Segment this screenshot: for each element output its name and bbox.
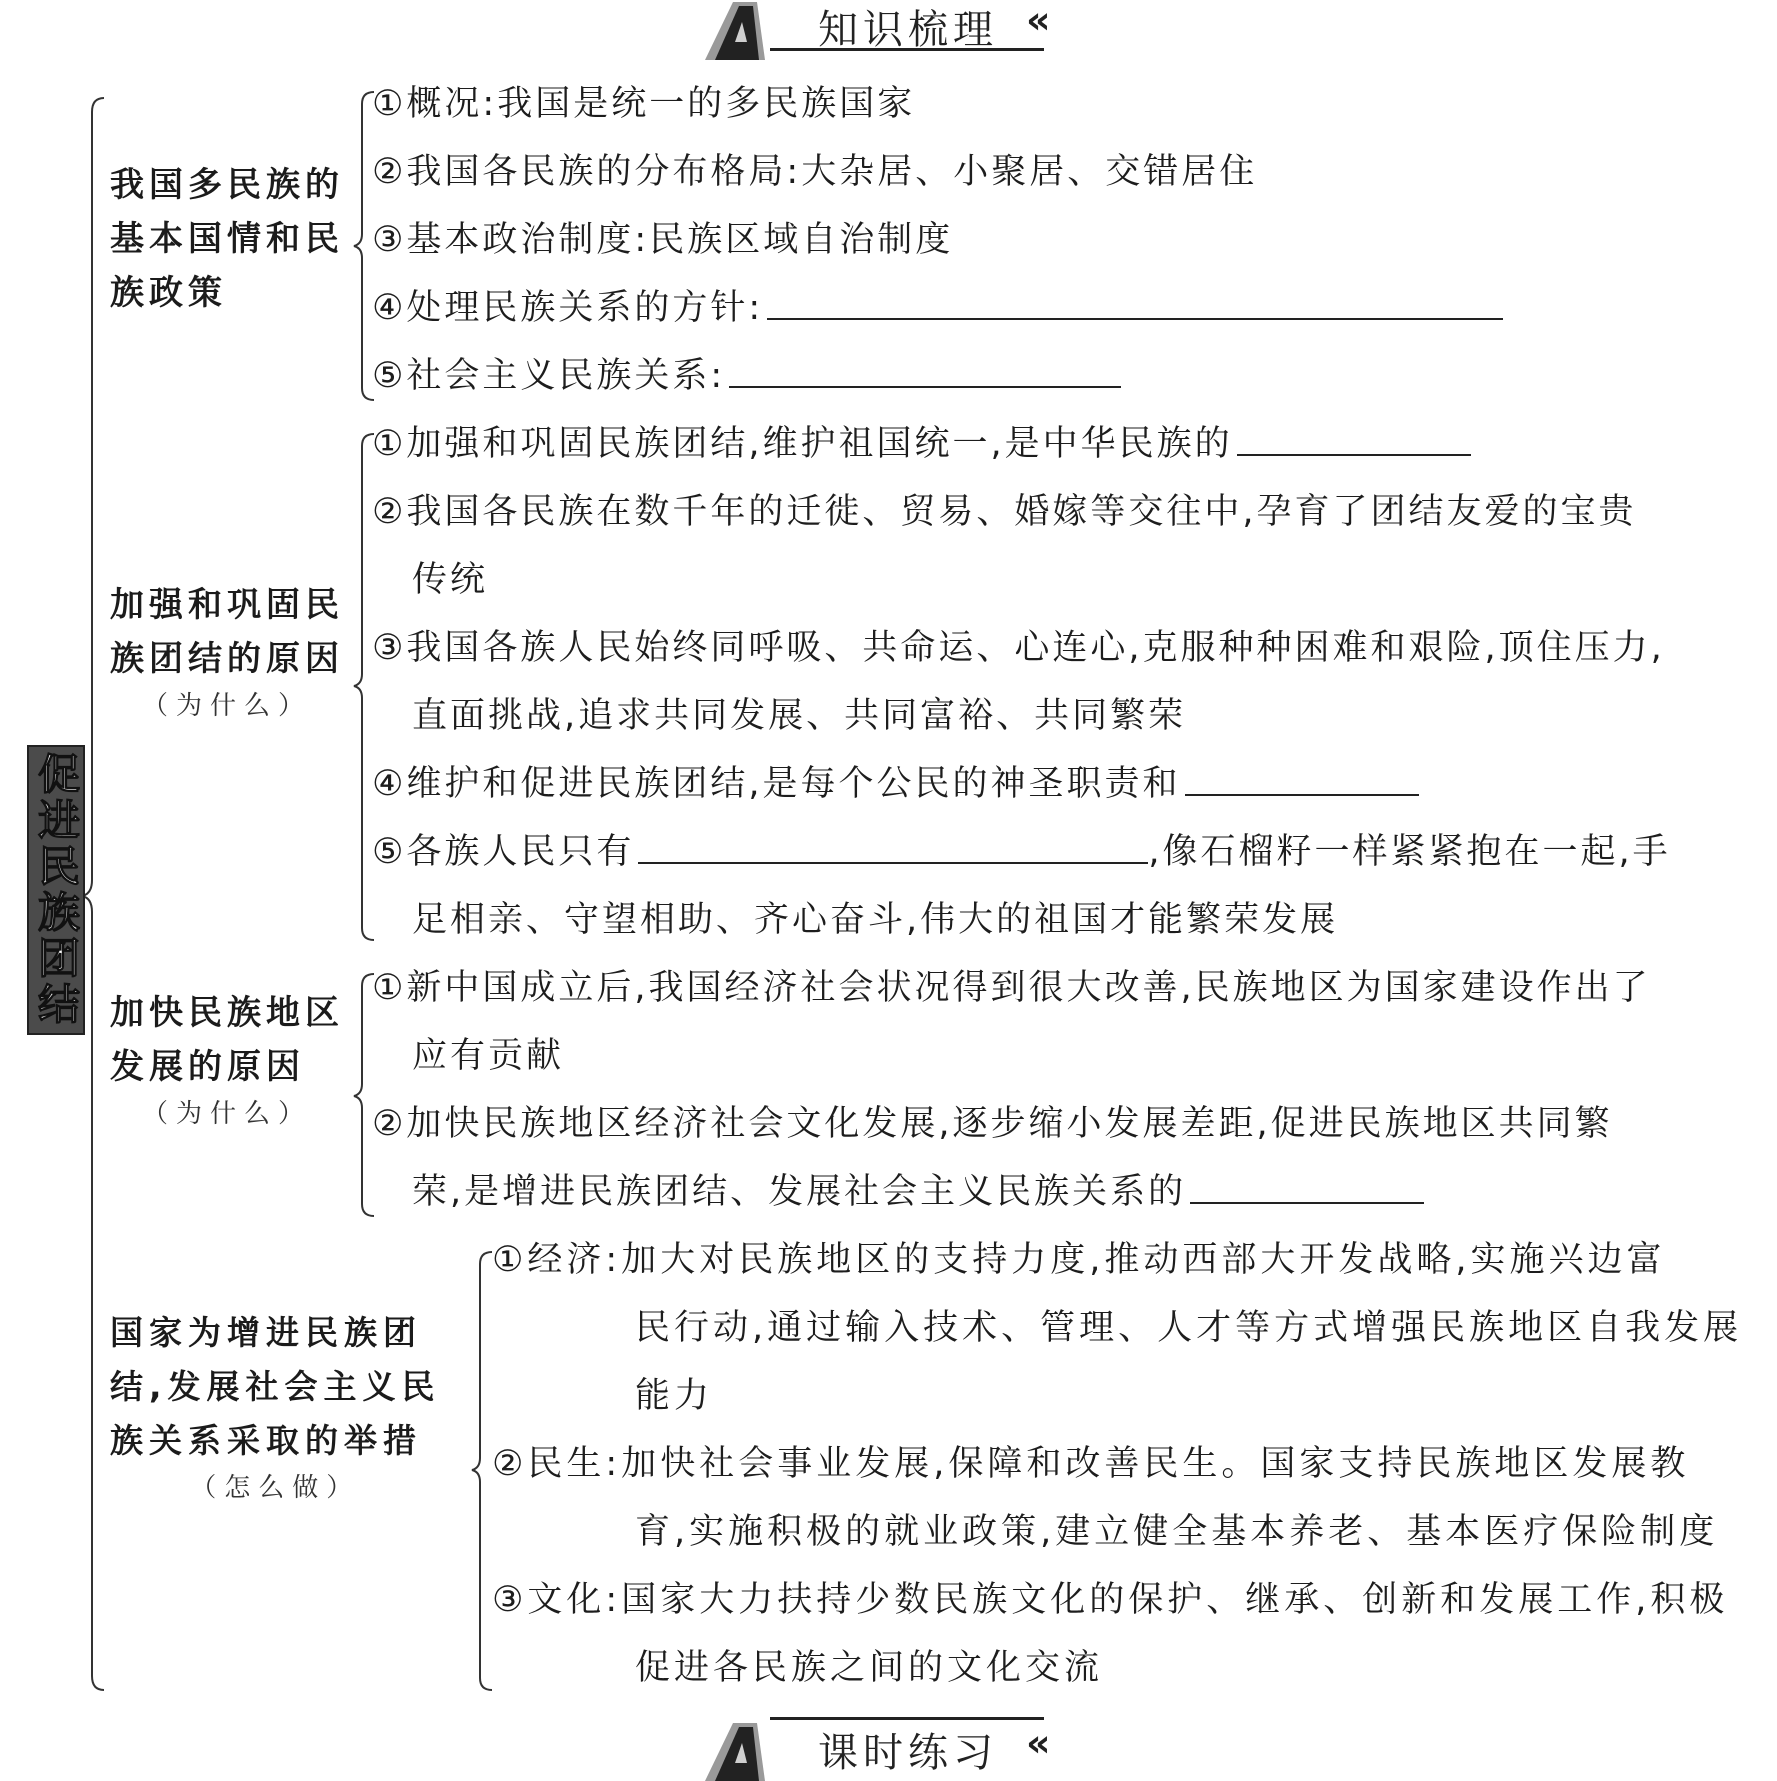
item-text-continued: 能力 [635,1376,714,1416]
list-item [372,478,1637,614]
item-text-continued: 直面挑战,追求共同发展、共同富裕、共同繁荣 [412,696,1187,736]
section-3-title [110,986,344,1134]
item-text: 维护和促进民族团结,是每个公民的神圣职责和 [406,764,1181,804]
item-separator: : [482,84,498,124]
item-text-continued: 民行动,通过输入技术、管理、人才等方式增强民族地区自我发展 [635,1308,1743,1348]
section-title-line: 国家为增进民族团 [110,1313,422,1352]
section-title: 课时练习 [818,1730,998,1776]
item-number: ① [372,424,407,464]
item-text: 各族人民只有 [406,832,635,872]
item-text-continued: 育,实施积极的就业政策,建立健全基本养老、基本医疗保险制度 [635,1512,1719,1552]
item-number: ① [372,84,407,124]
section-title-line: 加强和巩固民 [110,585,344,625]
item-text: 我国各民族在数千年的迁徙、贸易、婚嫁等交往中,孕育了团结友爱的宝贵 [406,492,1637,532]
chevron-left-icon: « [1026,1721,1051,1765]
chevron-left-icon: « [1026,0,1051,42]
item-number: ⑤ [372,356,407,396]
fill-in-blank[interactable] [1185,750,1419,796]
letter-a-badge-icon [695,1721,787,1781]
item-separator: : [605,1240,622,1280]
item-text: 民族区域自治制度 [649,220,954,260]
item-separator: : [710,356,726,396]
list-item [372,206,953,274]
letter-a-badge-icon [695,0,787,60]
section-1-title [110,158,344,320]
item-number: ③ [492,1580,528,1620]
item-separator: : [786,152,802,192]
section-title-line: 族团结的原因 [110,639,344,679]
section-title-line: 基本国情和民 [110,219,344,259]
item-text: 国家大力扶持少数民族文化的保护、继承、创新和发展工作,积极 [621,1580,1729,1620]
root-topic-box [27,745,85,1035]
header-knowledge-review [0,0,1777,64]
header-rule [770,1717,1044,1720]
list-item [372,70,915,138]
item-label: 我国各民族的分布格局 [406,152,787,192]
item-label: 概况 [406,84,483,124]
item-label: 经济 [527,1240,606,1280]
list-item [372,954,1651,1090]
list-item [372,614,1665,750]
list-item [492,1430,1718,1566]
list-item [372,138,1257,206]
item-separator: : [605,1444,622,1484]
item-text-continued: 传统 [412,560,489,600]
item-number: ① [492,1240,528,1280]
item-label: 文化 [527,1580,606,1620]
item-text-continued: 促进各民族之间的文化交流 [635,1648,1104,1688]
item-text-continued: 足相亲、守望相助、齐心奋斗,伟大的祖国才能繁荣发展 [412,900,1339,940]
item-text: 我国各族人民始终同呼吸、共命运、心连心,克服种种困难和艰险,顶住压力, [406,628,1665,668]
section-4-bracket [470,1250,494,1694]
item-text-continued: 应有贡献 [412,1036,565,1076]
section-subtitle: （为什么） [141,1099,312,1129]
item-text: ,像石榴籽一样紧紧抱在一起,手 [1148,832,1671,872]
item-number: ② [372,492,407,532]
list-item [372,342,1121,410]
section-subtitle: （为什么） [141,691,312,721]
section-2-title [110,578,344,726]
item-text: 加大对民族地区的支持力度,推动西部大开发战略,实施兴边富 [621,1240,1666,1280]
item-text: 加快社会事业发展,保障和改善民生。国家支持民族地区发展教 [621,1444,1690,1484]
item-number: ② [372,152,407,192]
item-text-continued: 荣,是增进民族团结、发展社会主义民族关系的 [412,1172,1187,1212]
list-item [372,750,1419,818]
item-number: ⑤ [372,832,407,872]
item-separator: : [634,220,650,260]
item-text: 加快民族地区经济社会文化发展,逐步缩小发展差距,促进民族地区共同繁 [406,1104,1613,1144]
list-item [372,274,1503,342]
section-4-title [110,1306,441,1508]
list-item [372,818,1671,954]
item-number: ④ [372,764,407,804]
root-topic-label: 促进民族团结 [32,752,81,1028]
fill-in-blank[interactable] [638,818,1148,864]
fill-in-blank[interactable] [1237,410,1471,456]
item-text: 新中国成立后,我国经济社会状况得到很大改善,民族地区为国家建设作出了 [406,968,1651,1008]
item-label: 处理民族关系的方针 [406,288,749,328]
section-title: 知识梳理 [818,7,998,53]
item-separator: : [605,1580,622,1620]
fill-in-blank[interactable] [729,342,1121,388]
item-separator: : [748,288,764,328]
fill-in-blank[interactable] [767,274,1503,320]
list-item [492,1226,1742,1430]
section-title-line: 族关系采取的举措 [110,1421,422,1460]
section-subtitle: （怎么做） [190,1473,361,1503]
item-text: 加强和巩固民族团结,维护祖国统一,是中华民族的 [406,424,1233,464]
item-number: ③ [372,220,407,260]
list-item [372,1090,1613,1226]
section-title-line: 加快民族地区 [110,993,344,1033]
item-text: 大杂居、小聚居、交错居住 [801,152,1258,192]
item-label: 民生 [527,1444,606,1484]
item-number: ① [372,968,407,1008]
section-title-line: 我国多民族的 [110,165,344,205]
item-label: 基本政治制度 [406,220,635,260]
fill-in-blank[interactable] [1190,1158,1424,1204]
list-item [372,410,1471,478]
item-number: ④ [372,288,407,328]
item-number: ② [492,1444,528,1484]
item-text: 我国是统一的多民族国家 [497,84,916,124]
section-title-line: 族政策 [110,273,227,313]
item-number: ② [372,1104,407,1144]
list-item [492,1566,1728,1702]
section-title-line: 结,发展社会主义民 [110,1367,441,1406]
section-title-line: 发展的原因 [110,1047,305,1087]
header-class-practice [0,1713,1777,1777]
item-label: 社会主义民族关系 [406,356,711,396]
item-number: ③ [372,628,407,668]
